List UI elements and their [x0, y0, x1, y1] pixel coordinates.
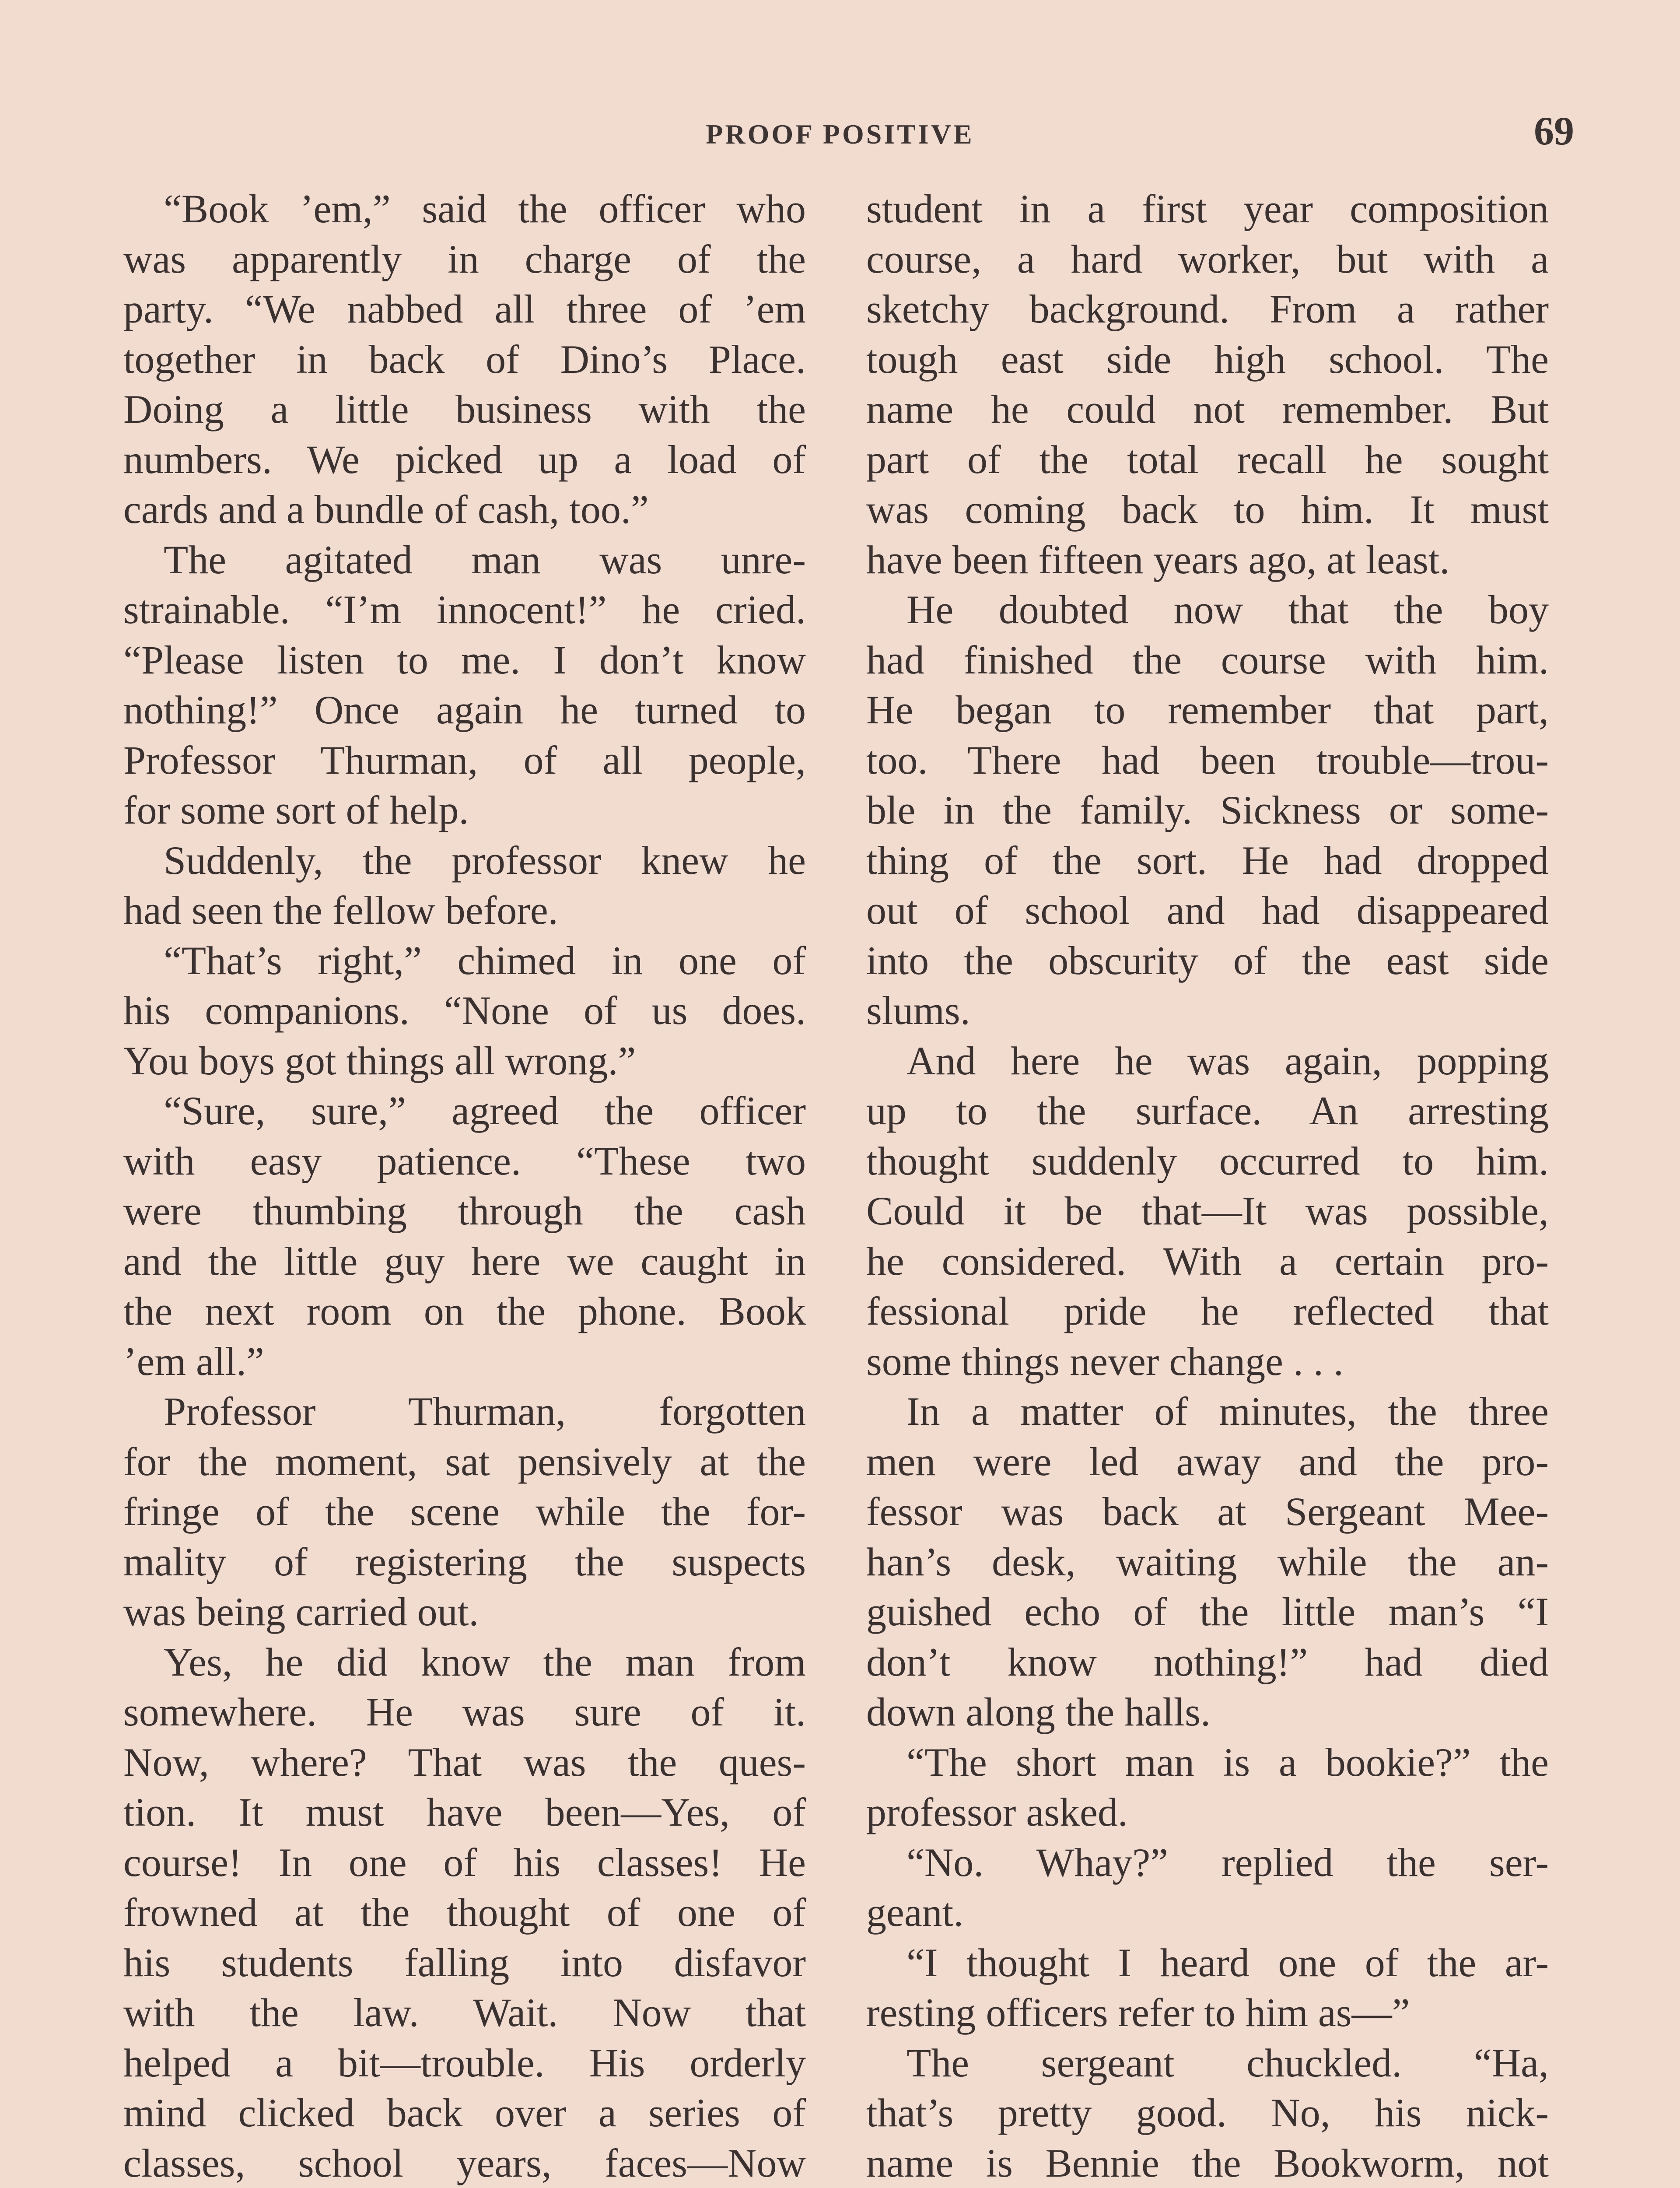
text-line: thing of the sort. He had dropped [866, 838, 1549, 883]
text-line: cards and a bundle of cash, too.” [123, 487, 649, 532]
text-line: that’s pretty good. No, his nick- [866, 2090, 1549, 2135]
text-line: In a matter of minutes, the three [906, 1389, 1549, 1434]
text-line: Now, where? That was the ques- [123, 1739, 806, 1785]
text-line: professor asked. [866, 1790, 1128, 1834]
text-line: Doing a little business with the [123, 387, 806, 431]
text-line: “No. Whay?” replied the ser- [906, 1840, 1549, 1885]
text-line: down along the halls. [866, 1690, 1211, 1734]
text-line: strainable. “I’m innocent!” he cried. [123, 587, 806, 632]
text-line: He doubted now that the boy [906, 587, 1549, 632]
text-line: was apparently in charge of the [123, 236, 806, 281]
text-line: was coming back to him. It must [866, 487, 1549, 532]
text-line: name he could not remember. But [866, 387, 1549, 431]
text-line: were thumbing through the cash [123, 1189, 806, 1233]
text-line: fessor was back at Sergeant Mee- [866, 1489, 1549, 1534]
text-line: fessional pride he reflected that [866, 1289, 1549, 1333]
text-line: the next room on the phone. Book [123, 1289, 806, 1333]
text-line: don’t know nothing!” had died [866, 1639, 1549, 1684]
text-line: out of school and had disappeared [866, 888, 1549, 933]
text-line: classes, school years, faces—Now [123, 2140, 806, 2185]
text-line: had seen the fellow before. [123, 888, 558, 933]
text-line: mality of registering the suspects [123, 1539, 806, 1584]
text-line: part of the total recall he sought [866, 437, 1549, 482]
text-line: “Book ’em,” said the officer who [164, 186, 806, 231]
text-line: was being carried out. [123, 1589, 479, 1634]
text-line: tough east side high school. The [866, 337, 1549, 382]
text-line: helped a bit—trouble. His orderly [123, 2040, 806, 2085]
text-line: some things never change . . . [866, 1339, 1344, 1384]
text-line: with the law. Wait. Now that [123, 1990, 806, 2035]
text-line: ble in the family. Sickness or some- [866, 788, 1549, 832]
text-line: men were led away and the pro- [866, 1439, 1549, 1484]
text-line: and the little guy here we caught in [123, 1238, 806, 1283]
text-line: nothing!” Once again he turned to [123, 687, 806, 732]
text-line: “The short man is a bookie?” the [906, 1739, 1549, 1785]
text-line: The agitated man was unre- [164, 537, 806, 582]
text-line: “Sure, sure,” agreed the officer [164, 1088, 806, 1133]
text-line: numbers. We picked up a load of [123, 437, 806, 482]
text-line: You boys got things all wrong.” [123, 1038, 636, 1083]
text-line: ’em all.” [123, 1339, 264, 1384]
text-line: for some sort of help. [123, 788, 469, 832]
text-line: party. “We nabbed all three of ’em [123, 287, 806, 331]
text-line: sketchy background. From a rather [866, 287, 1549, 331]
text-line: Suddenly, the professor knew he [164, 838, 806, 883]
text-line: into the obscurity of the east side [866, 938, 1549, 983]
text-line: had finished the course with him. [866, 637, 1549, 682]
text-line: han’s desk, waiting while the an- [866, 1539, 1549, 1584]
text-line: fringe of the scene while the for- [123, 1489, 806, 1534]
text-line: mind clicked back over a series of [123, 2090, 806, 2135]
text-line: too. There had been trouble—trou- [866, 737, 1549, 782]
text-line: his students falling into disfavor [123, 1940, 806, 1985]
text-column-left [123, 184, 806, 2188]
text-line: have been fifteen years ago, at least. [866, 537, 1450, 582]
text-line: together in back of Dino’s Place. [123, 337, 806, 382]
text-line: tion. It must have been—Yes, of [123, 1790, 806, 1834]
running-title: PROOF POSITIVE [706, 119, 974, 150]
text-column-right [866, 184, 1549, 2188]
text-line: Could it be that—It was possible, [866, 1189, 1549, 1233]
text-line: He began to remember that part, [866, 687, 1549, 732]
text-line: slums. [866, 988, 970, 1033]
text-line: for the moment, sat pensively at the [123, 1439, 806, 1484]
text-line: he considered. With a certain pro- [866, 1238, 1549, 1283]
text-line: Professor Thurman, forgotten [164, 1389, 806, 1434]
text-line: guished echo of the little man’s “I [866, 1589, 1549, 1634]
text-line: student in a first year composition [866, 186, 1549, 231]
text-line: his companions. “None of us does. [123, 988, 806, 1033]
text-line: course! In one of his classes! He [123, 1840, 806, 1885]
text-line: “That’s right,” chimed in one of [164, 938, 806, 983]
text-line: resting officers refer to him as—” [866, 1990, 1410, 2035]
text-line: The sergeant chuckled. “Ha, [906, 2040, 1549, 2085]
page-number: 69 [1534, 109, 1574, 153]
text-line: with easy patience. “These two [123, 1138, 806, 1183]
text-line: frowned at the thought of one of [123, 1890, 806, 1935]
text-line: Professor Thurman, of all people, [123, 737, 806, 782]
text-line: thought suddenly occurred to him. [866, 1138, 1549, 1183]
text-line: “Please listen to me. I don’t know [123, 637, 806, 682]
text-line: course, a hard worker, but with a [866, 236, 1549, 281]
text-line: name is Bennie the Bookworm, not [866, 2140, 1549, 2185]
text-line: Yes, he did know the man from [164, 1639, 806, 1684]
text-line: somewhere. He was sure of it. [123, 1690, 806, 1734]
text-line: And here he was again, popping [906, 1038, 1549, 1083]
text-line: up to the surface. An arresting [866, 1088, 1549, 1133]
text-line: geant. [866, 1890, 964, 1935]
text-line: “I thought I heard one of the ar- [906, 1940, 1549, 1985]
